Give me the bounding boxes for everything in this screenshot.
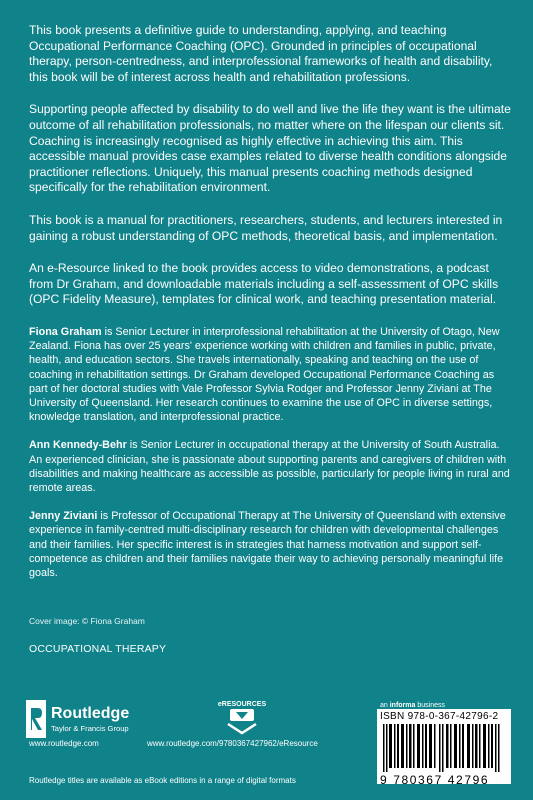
subject-category: OCCUPATIONAL THERAPY: [29, 643, 167, 655]
barcode-digits: 9 780367 42796: [380, 773, 490, 787]
author-name: Ann Kennedy-Behr: [29, 439, 127, 452]
publisher-group: Taylor & Francis Group: [51, 724, 129, 733]
publisher-url: www.routledge.com: [29, 739, 99, 748]
informa-note: [380, 702, 445, 709]
eresources-badge-label: eRESOURCES: [217, 701, 267, 708]
author-bio-ziviani: [29, 509, 511, 580]
author-bio-kennedy-behr: [29, 438, 511, 495]
ebook-note: Routledge titles are available as eBook editions in a range of digital formats: [29, 776, 296, 785]
author-name: Fiona Graham: [29, 325, 102, 338]
barcode-icon: [379, 724, 509, 772]
author-bio-graham: [29, 325, 511, 424]
eresource-url: www.routledge.com/9780367427962/eResource: [147, 739, 318, 748]
description-paragraph-4: An e-Resource linked to the book provides access to video demonstrations, a podcast from Dr Graham, and downloadable materials including a self-assessment of OPC skills (OPC Fidelity Measure), templates for clinical work, and teaching presentation material.: [29, 261, 499, 307]
author-bio-text: is Senior Lecturer in interprofessional rehabilitation at the University of Otago, New Zealand. Fiona has over 25 years' experience working with children and families in public, private, health, and education sectors. She travels internationally, speaking and teaching on the use of coaching in rehabilitation settings. Dr Graham developed Occupational Performance Coaching as part of her doctoral studies with Vale Professor Sylvia Rodger and Professor Jenny Ziviani at The University of Queensland. Her research continues to examine the use of OPC in diverse settings, knowledge translation, and interprofessional practice.: [29, 325, 500, 424]
informa-brand: informa: [389, 702, 416, 709]
informa-prefix: an: [380, 702, 390, 709]
informa-suffix: business: [415, 702, 445, 709]
author-name: Jenny Ziviani: [29, 510, 98, 523]
routledge-logo: [26, 700, 176, 740]
publisher-name: Routledge: [51, 705, 130, 722]
description-paragraph-1: This book presents a definitive guide to understanding, applying, and teaching Occupational Performance Coaching (OPC). Grounded in principles of occupational therapy, person-centredness, and interprofessional frameworks of health and disability, this book will be of interest across health and rehabilitation professions.: [29, 23, 493, 84]
cover-text: [29, 23, 511, 594]
author-bio-text: is Senior Lecturer in occupational therapy at the University of South Australia. An experienced clinician, she is passionate about supporting parents and caregivers of children with disabilities and making healthcare as accessible as possible, particularly for people living in rural and remote areas.: [29, 439, 510, 494]
eresources-icon: [216, 698, 268, 736]
isbn: ISBN 978-0-367-42796-2: [380, 711, 499, 722]
description-paragraph-2: Supporting people affected by disability to do well and live the life they want is the ultimate outcome of all rehabilitation professionals, no matter where on the lifespan our clients sit. Coaching is increasingly recognised as highly effective in achieving this aim. This accessible manual provides case examples related to diverse health conditions alongside practitioner reflections. Uniquely, this manual presents coaching methods designed specifically for the rehabilitation environment.: [29, 102, 511, 195]
routledge-r-icon: [26, 700, 46, 738]
author-bio-text: is Professor of Occupational Therapy at The University of Queensland with extensive experience in family-centred multi-disciplinary research for children with developmental challenges and their families. Her specific interest is in strategies that harness motivation and support self-competence as children and their families navigate their way to achieving personally meaningful life goals.: [29, 510, 506, 579]
description-paragraph-3: This book is a manual for practitioners, researchers, students, and lecturers interested in gaining a robust understanding of OPC methods, theoretical basis, and implementation.: [29, 212, 503, 243]
cover-image-credit: Cover image: © Fiona Graham: [29, 616, 145, 626]
